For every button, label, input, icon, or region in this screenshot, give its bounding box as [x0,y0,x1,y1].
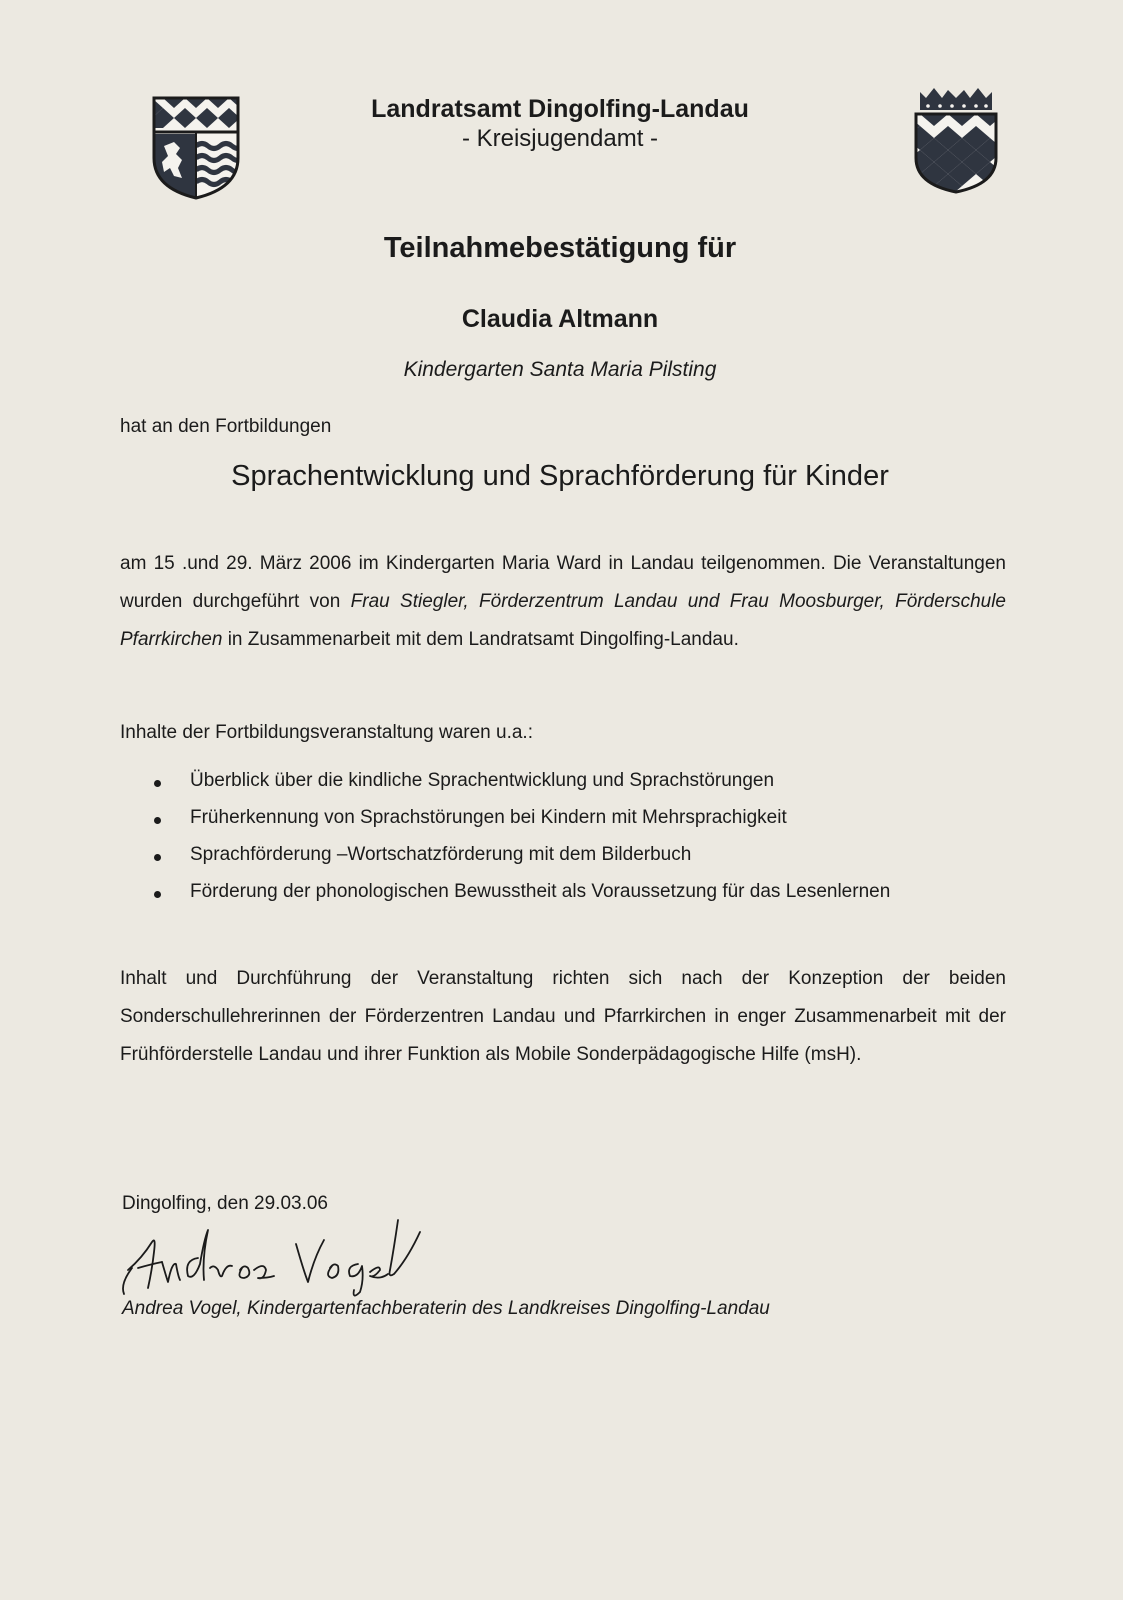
document-heading: Teilnahmebestätigung für [383,232,737,264]
course-title: Sprachentwicklung und Sprachförderung für Kinder [231,460,889,492]
list-item-text: Förderung der phonologischen Bewusstheit als Voraussetzung für das Lesenlernen [190,881,891,902]
district-coat-of-arms-icon [152,96,240,200]
bullet-icon [154,817,161,824]
department-name: - Kreisjugendamt - [461,125,659,152]
paragraph-part: in Zusammenarbeit mit dem Landratsamt Dingolfing-Landau. [222,629,739,650]
letterhead [300,94,820,154]
place-and-date: Dingolfing, den 29.03.06 [122,1193,328,1214]
bullet-icon [154,891,161,898]
contents-intro: Inhalte der Fortbildungsveranstaltung waren u.a.: [120,722,533,743]
intro-text: hat an den Fortbildungen [120,416,332,437]
organization-name: Landratsamt Dingolfing-Landau [371,95,749,123]
bullet-icon [154,854,161,861]
participant-name: Claudia Altmann [461,305,659,333]
list-item-text: Früherkennung von Sprachstörungen bei Kindern mit Mehrsprachigkeit [190,807,787,828]
signer-name-title: Andrea Vogel, Kindergartenfachberaterin des Landkreises Dingolfing-Landau [122,1298,770,1319]
list-item-text: Überblick über die kindliche Sprachentwicklung und Sprachstörungen [190,770,775,791]
trainers-text: Frau Stiegler, Förderzentrum Landau und Frau Moosburger, Förderschule Pfarrkirchen [120,591,1007,650]
participant-institution: Kindergarten Santa Maria Pilsting [403,358,717,381]
concept-paragraph: Inhalt und Durchführung der Veranstaltung richten sich nach der Konzeption der beiden Sonderschullehrerinnen der Förderzentren Landau und Pfarrkirchen in enger Zusammenarbeit mit der Frühförderstelle Landau und ihrer Funktion als Mobile Sonderpädagogische Hilfe (msH). [120,968,1006,1065]
handwritten-signature [118,1218,448,1303]
list-item [152,768,890,805]
paragraph-part: am 15 .und 29. März 2006 im Kindergarten Maria Ward in Landau teilgenommen. Die Veranstaltungen wurden durchgeführt von [120,553,1006,612]
list-item [152,842,890,879]
attendance-paragraph [120,545,1006,659]
list-item-text: Sprachförderung –Wortschatzförderung mit dem Bilderbuch [190,844,692,865]
list-item [152,879,890,916]
course-contents-list [152,768,890,916]
list-item [152,805,890,842]
bullet-icon [154,780,161,787]
bavarian-crowned-coat-of-arms-icon [912,86,1000,194]
